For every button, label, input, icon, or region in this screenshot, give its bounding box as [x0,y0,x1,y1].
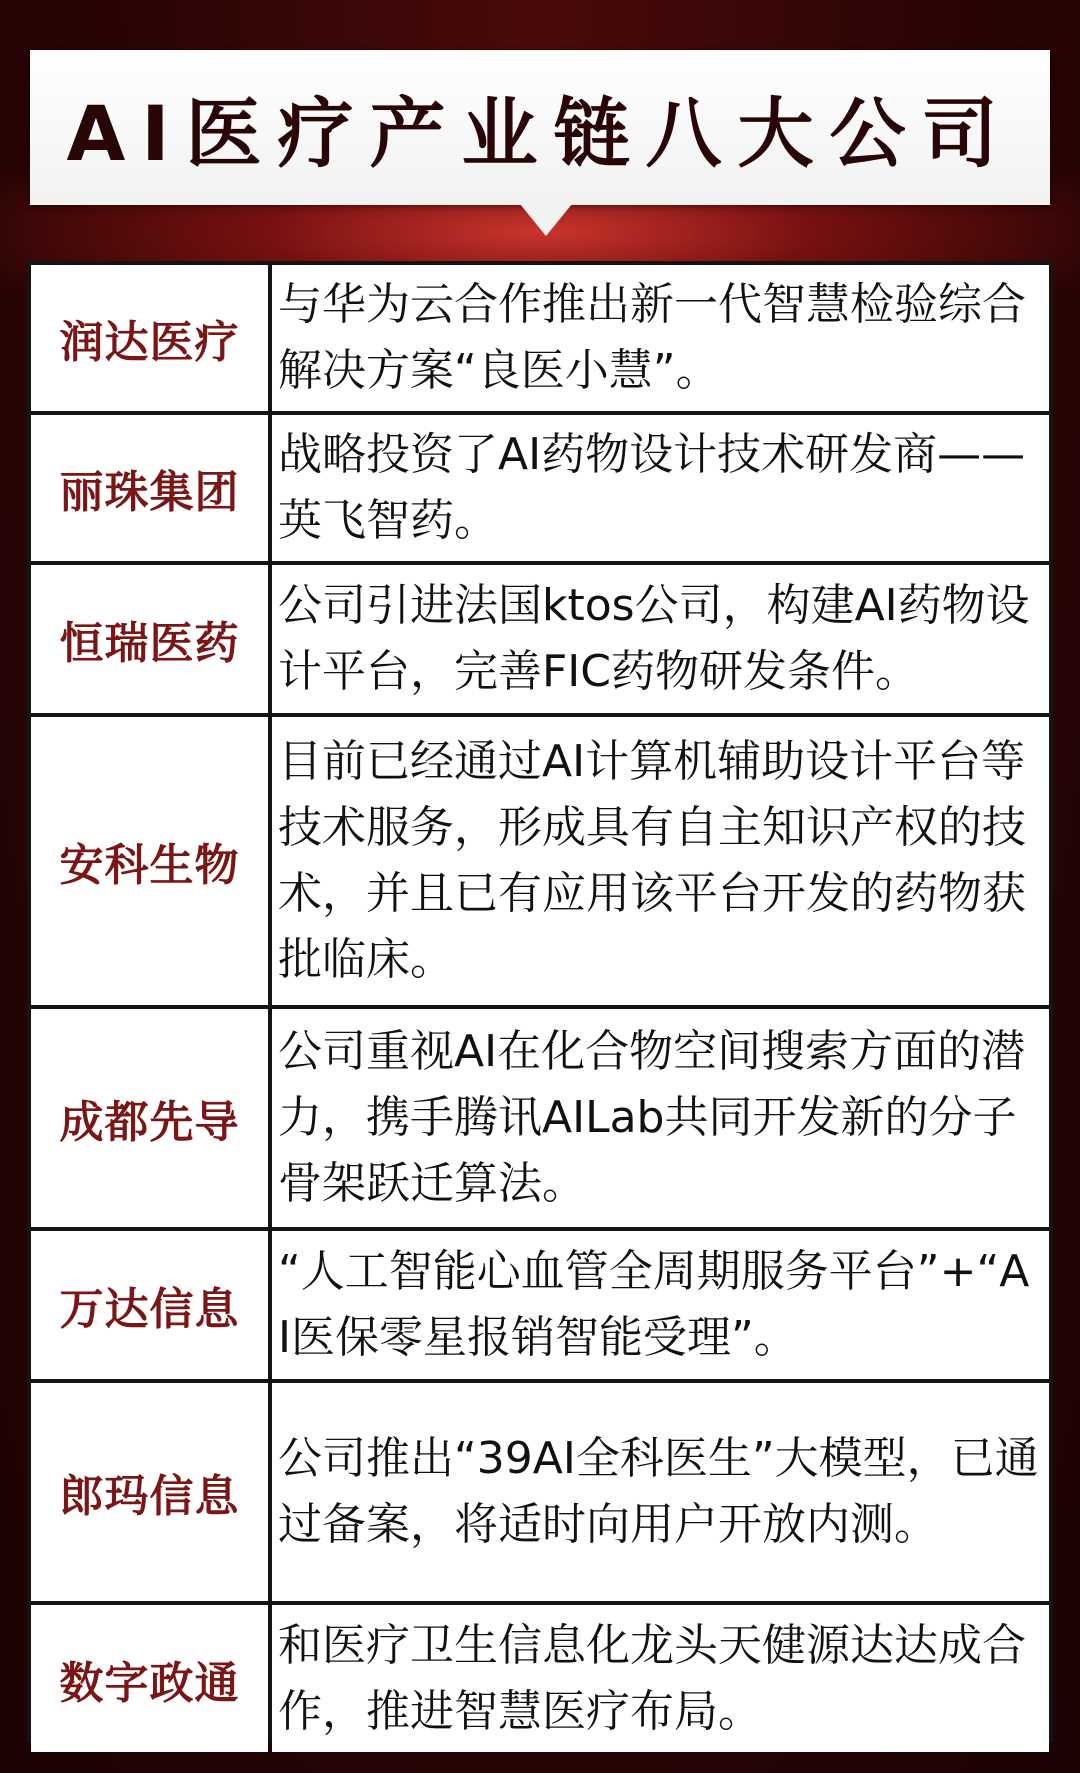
title-banner [30,50,1050,205]
company-name: 丽珠集团 [59,467,240,518]
company-description-cell [272,717,1049,1005]
company-name: 润达医疗 [59,317,240,368]
company-description: 公司重视AI在化合物空间搜索方面的潜力，携手腾讯AILab共同开发新的分子骨架跃迁算法。 [278,1026,1026,1209]
company-description: 和医疗卫生信息化龙头天健源达达成合作，推进智慧医疗布局。 [278,1619,1026,1737]
company-name-cell [31,1231,268,1379]
title-pointer-arrow [520,204,572,236]
company-name: 数字政通 [59,1657,240,1709]
company-description: 与华为云合作推出新一代智慧检验综合解决方案“良医小慧”。 [278,279,1026,396]
company-description-cell [272,1383,1049,1601]
company-name-cell [31,265,268,411]
company-description-cell [272,265,1049,411]
page-title: AI医疗产业链八大公司 [66,89,1014,178]
company-description: 战略投资了AI药物设计技术研发商——英飞智药。 [278,429,1026,546]
company-description: “人工智能心血管全周期服务平台”+“AI医保零星报销智能受理”。 [278,1246,1030,1363]
company-description-cell [272,1009,1049,1227]
company-description-cell [272,1231,1049,1379]
company-name-cell [31,415,268,561]
company-name: 恒瑞医药 [59,618,240,669]
company-table [27,261,1053,1742]
company-name: 万达信息 [59,1284,240,1335]
company-name-cell [31,1383,268,1601]
company-name-cell [31,565,268,713]
company-name: 安科生物 [59,840,240,891]
company-name: 郎玛信息 [59,1471,240,1522]
company-description: 公司引进法国ktos公司，构建AI药物设计平台，完善FIC药物研发条件。 [278,580,1030,697]
company-description: 公司推出“39AI全科医生”大模型，已通过备案，将适时向用户开放内测。 [278,1433,1039,1550]
company-name: 成都先导 [59,1097,240,1148]
company-description-cell [272,1605,1049,1752]
company-name-cell [31,717,268,1005]
company-description-cell [272,415,1049,561]
company-description-cell [272,565,1049,713]
company-description: 目前已经通过AI计算机辅助设计平台等技术服务，形成具有自主知识产权的技术，并且已有应用该平台开发的药物获批临床。 [278,736,1026,985]
company-name-cell [31,1009,268,1227]
company-name-cell [31,1605,268,1752]
